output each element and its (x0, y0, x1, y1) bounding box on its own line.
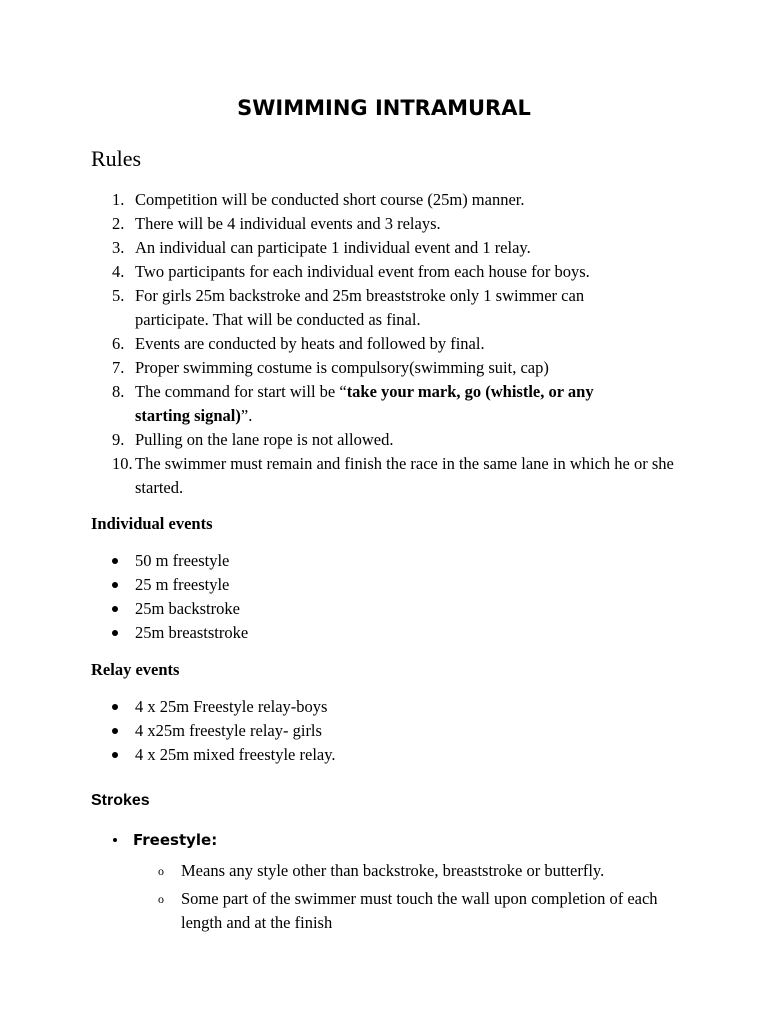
rule-number: 10. (112, 454, 133, 473)
rules-list (91, 188, 691, 500)
individual-events-heading: Individual events (91, 514, 213, 533)
list-item (91, 597, 691, 621)
event-label: 25m breaststroke (135, 623, 249, 642)
bullet-icon (112, 630, 118, 636)
strokes-heading: Strokes (91, 792, 150, 809)
rule-number: 7. (112, 358, 125, 377)
event-label: 25 m freestyle (135, 575, 230, 594)
event-label: 4 x 25m Freestyle relay-boys (135, 697, 328, 716)
list-item (91, 573, 691, 597)
individual-events-list (91, 549, 691, 645)
rule-number: 8. (112, 382, 125, 401)
rule-text: Events are conducted by heats and followed by final. (135, 334, 485, 353)
list-item (91, 743, 691, 767)
circle-bullet-icon: o (158, 864, 164, 878)
rule-text: For girls 25m backstroke and 25m breaststroke only 1 swimmer can participate. That will be conducted as final. (135, 286, 585, 329)
rule-number: 3. (112, 238, 125, 257)
list-item (91, 621, 691, 645)
rule-item (91, 188, 691, 212)
rule-text-start: The command for start will be “ (135, 382, 347, 401)
rule-text-end: ”. (240, 406, 253, 425)
point-text: Some part of the swimmer must touch the wall upon completion of each length and at the finish (181, 889, 658, 932)
rule-item (91, 212, 691, 236)
bullet-icon (112, 728, 118, 734)
list-item (91, 719, 691, 743)
rule-text: An individual can participate 1 individual event and 1 relay. (135, 238, 531, 257)
point-text: Means any style other than backstroke, breaststroke or butterfly. (181, 861, 605, 880)
rules-heading: Rules (91, 146, 142, 171)
rule-item (91, 260, 691, 284)
rule-item (91, 380, 645, 428)
rule-item (91, 356, 691, 380)
circle-bullet-icon: o (158, 892, 164, 906)
rule-text: There will be 4 individual events and 3 relays. (135, 214, 441, 233)
rule-item (91, 452, 715, 500)
list-item (158, 859, 668, 883)
list-item (91, 695, 691, 719)
rule-text: Proper swimming costume is compulsory(swimming suit, cap) (135, 358, 549, 377)
bullet-icon (113, 838, 117, 842)
rule-number: 4. (112, 262, 125, 281)
bullet-icon (112, 606, 118, 612)
event-label: 50 m freestyle (135, 551, 230, 570)
bullet-icon (112, 582, 118, 588)
bullet-icon (112, 558, 118, 564)
relay-events-list (91, 695, 691, 767)
rule-text: Pulling on the lane rope is not allowed. (135, 430, 394, 449)
rule-text: Competition will be conducted short course (25m) manner. (135, 190, 525, 209)
rule-item (91, 332, 691, 356)
stroke-item-freestyle (113, 831, 217, 849)
list-item (91, 549, 691, 573)
bullet-icon (112, 752, 118, 758)
rule-number: 2. (112, 214, 125, 233)
page-title: SWIMMING INTRAMURAL (237, 96, 531, 120)
relay-events-heading: Relay events (91, 660, 180, 679)
rule-number: 5. (112, 286, 125, 305)
rule-item (91, 284, 627, 332)
freestyle-points (158, 859, 668, 935)
event-label: 4 x25m freestyle relay- girls (135, 721, 322, 740)
event-label: 25m backstroke (135, 599, 240, 618)
rule-number: 6. (112, 334, 125, 353)
start-command: take your mark, go (whistle, or any starting signal) (135, 382, 594, 425)
rule-number: 1. (112, 190, 125, 209)
rule-number: 9. (112, 430, 125, 449)
event-label: 4 x 25m mixed freestyle relay. (135, 745, 336, 764)
bullet-icon (112, 704, 118, 710)
rule-text: The swimmer must remain and finish the race in the same lane in which he or she started. (135, 454, 674, 497)
list-item (158, 887, 661, 935)
rule-text: Two participants for each individual event from each house for boys. (135, 262, 590, 281)
rule-item (91, 428, 691, 452)
rule-item (91, 236, 691, 260)
stroke-name: Freestyle: (133, 831, 218, 849)
